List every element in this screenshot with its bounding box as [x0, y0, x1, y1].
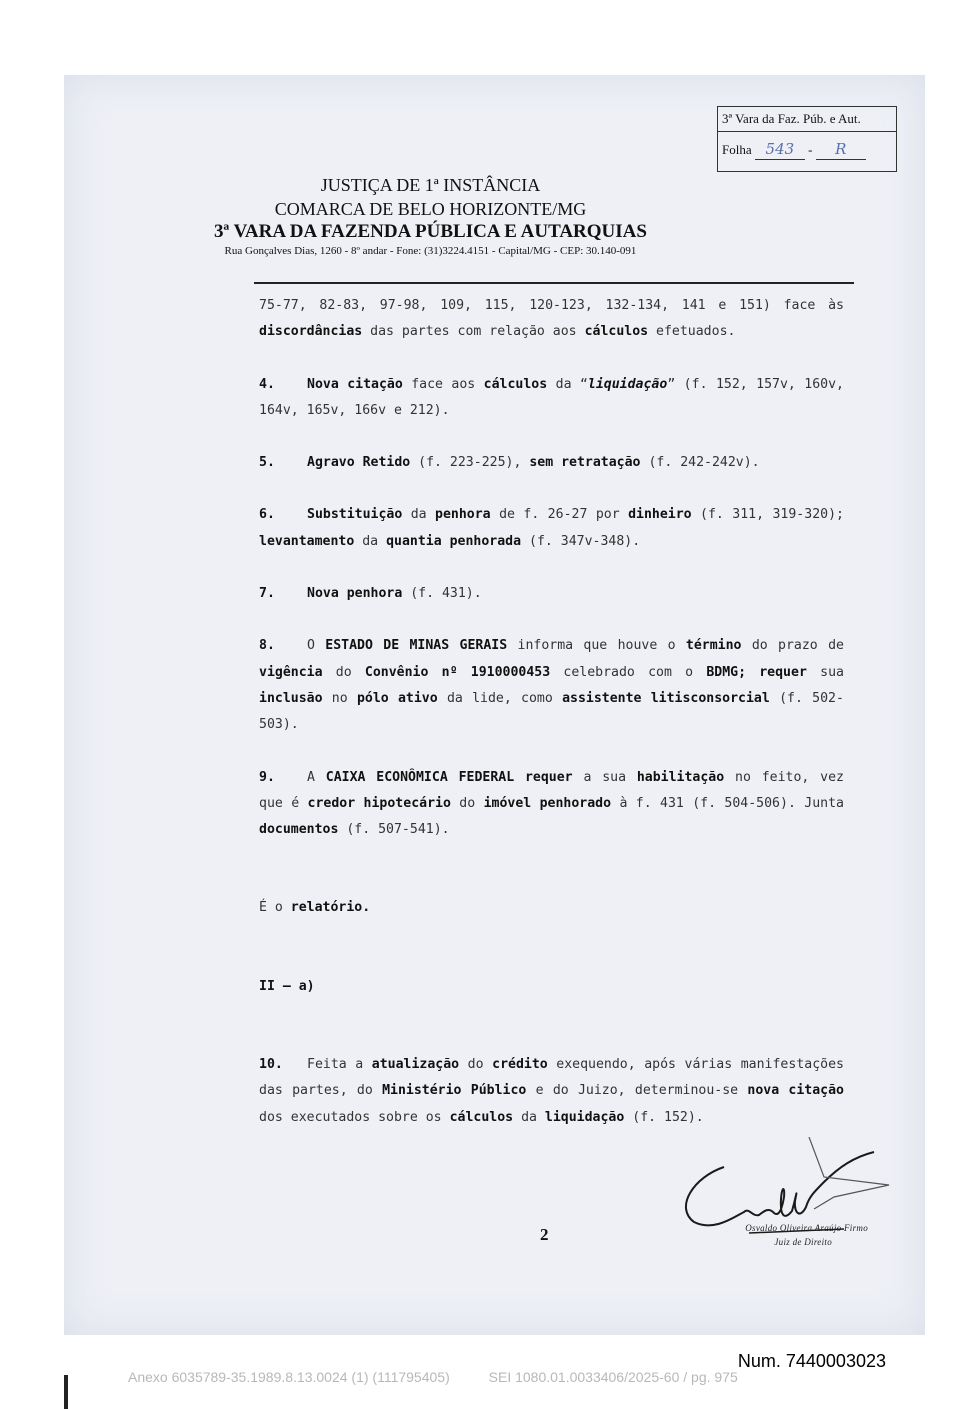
text-bold: crédito	[492, 1057, 548, 1073]
judge-title: Juiz de Direito	[774, 1237, 832, 1247]
header-address: Rua Gonçalves Dias, 1260 - 8º andar - Fone: (31)3224.4151 - Capital/MG - CEP: 30.140-091	[224, 245, 637, 257]
text-span: do	[467, 1057, 484, 1073]
footer-reference: Anexo 6035789-35.1989.8.13.0024 (1) (111795405) SEI 1080.01.0033406/2025-60 / pg. 975	[128, 1369, 738, 1385]
text-span: face aos	[411, 376, 476, 392]
scan-edge-mark	[64, 1375, 68, 1409]
text-span: 75-77, 82-83, 97-98, 109, 115, 120-123, 132-134, 141 e 151) face às	[259, 298, 844, 313]
text-bold: nova citação	[747, 1083, 844, 1099]
relatorio-line	[259, 895, 844, 921]
text-bold: liquidação	[544, 1109, 625, 1125]
text-span: (f. 311, 319-320);	[700, 507, 844, 523]
paragraph-number: 8.	[259, 638, 275, 654]
judge-name: Osvaldo Oliveira Araújo Firmo	[745, 1223, 868, 1233]
text-bold: discordâncias	[259, 324, 363, 340]
document-number: Num. 7440003023	[737, 1351, 886, 1371]
text-span: efetuados.	[656, 324, 736, 340]
paragraph-10	[259, 1052, 844, 1131]
text-span: (f. 223-225),	[418, 455, 522, 471]
text-bold: dinheiro	[628, 507, 692, 523]
section-label: II – a)	[259, 978, 315, 994]
text-span: celebrado com o	[563, 664, 694, 680]
text-span: É o	[259, 900, 283, 916]
scanned-page	[64, 75, 925, 1335]
text-span: sua	[820, 664, 844, 680]
text-span: (f. 347v-348).	[529, 533, 641, 549]
text-span: a sua	[583, 769, 627, 785]
folha-dash: -	[808, 142, 813, 157]
text-span: das partes com relação aos	[370, 324, 577, 340]
text-bold: CAIXA ECONÔMICA FEDERAL requer	[325, 769, 573, 785]
text-span: no feito, vez que é	[259, 769, 844, 811]
text-bold: penhora	[435, 507, 491, 523]
folha-row	[718, 132, 896, 168]
section-heading	[259, 974, 844, 1000]
text-bold-italic: liquidação	[587, 376, 668, 392]
text-bold: Nova citação	[307, 376, 403, 392]
paragraph-8	[259, 633, 844, 738]
text-bold: Substituição	[307, 507, 403, 523]
text-span: informa que houve o	[517, 638, 676, 654]
text-span: dos executados sobre os	[259, 1109, 442, 1125]
paragraph-number: 9.	[259, 769, 275, 785]
paragraph-4	[259, 372, 844, 425]
text-span: O	[307, 638, 315, 654]
header-vara: 3ª VARA DA FAZENDA PÚBLICA E AUTARQUIAS	[214, 221, 647, 242]
paragraph-number: 7.	[259, 586, 275, 602]
text-bold: assistente litisconsorcial	[562, 690, 770, 706]
text-bold: quantia penhorada	[386, 533, 522, 549]
paragraph-number: 5.	[259, 455, 275, 471]
folha-number: 543	[765, 140, 795, 158]
text-bold: Convênio nº 1910000453	[364, 664, 551, 680]
text-span: à f. 431 (f. 504-506). Junta	[619, 795, 844, 811]
text-span: (f. 242-242v).	[648, 455, 760, 471]
text-bold: Agravo Retido	[307, 455, 411, 471]
text-bold: término	[685, 638, 742, 654]
document-body	[259, 293, 844, 1131]
text-span: (f. 502-503).	[259, 690, 844, 733]
text-bold: sem retratação	[529, 455, 641, 471]
text-span: da “	[555, 376, 588, 392]
text-span: de f. 26-27 por	[499, 507, 620, 523]
text-span: ” (f. 152, 157v, 160v, 164v, 165v, 166v e 212).	[259, 376, 844, 418]
text-span: da	[410, 507, 427, 523]
header-divider	[254, 282, 854, 284]
text-bold: levantamento	[259, 533, 355, 549]
paragraph-number: 10.	[259, 1057, 283, 1073]
paragraph-continuation	[259, 293, 844, 346]
text-span: da	[362, 533, 379, 549]
text-bold: BDMG; requer	[706, 664, 807, 680]
text-span: da	[521, 1109, 537, 1125]
text-bold: relatório.	[290, 900, 371, 916]
text-bold: documentos	[259, 822, 339, 838]
text-span: e do Juizo, determinou-se	[535, 1083, 739, 1099]
text-span: do	[335, 664, 352, 680]
text-bold: cálculos	[584, 324, 649, 340]
text-span: (f. 152).	[632, 1109, 704, 1125]
text-bold: inclusão	[259, 690, 323, 706]
folha-label: Folha	[722, 142, 752, 157]
paragraph-7	[259, 581, 844, 607]
text-bold: Nova penhora	[307, 586, 403, 602]
text-bold: atualização	[371, 1057, 460, 1073]
paragraph-5	[259, 450, 844, 476]
text-span: (f. 431).	[410, 586, 482, 602]
text-bold: Ministério Público	[382, 1083, 527, 1099]
judge-block	[668, 1221, 868, 1249]
paragraph-6	[259, 502, 844, 555]
text-span: (f. 507-541).	[346, 822, 450, 838]
paragraph-9	[259, 765, 844, 844]
vara-label: 3ª Vara da Faz. Púb. e Aut.	[718, 107, 896, 132]
text-bold: imóvel penhorado	[483, 795, 612, 811]
page-number: 2	[540, 1225, 549, 1244]
text-span: da lide, como	[446, 690, 553, 706]
text-span: exequendo, após várias manifestações das partes, do	[259, 1057, 844, 1099]
folha-stamp-box	[717, 106, 897, 172]
text-bold: credor hipotecário	[307, 795, 451, 811]
header-court: JUSTIÇA DE 1ª INSTÂNCIA	[320, 175, 541, 195]
header-comarca: COMARCA DE BELO HORIZONTE/MG	[274, 199, 587, 219]
text-bold: cálculos	[483, 376, 548, 392]
text-span: do prazo de	[751, 638, 844, 654]
paragraph-number: 6.	[259, 507, 275, 523]
text-bold: pólo ativo	[356, 690, 438, 706]
folha-rubrica: R	[835, 140, 847, 158]
paragraph-number: 4.	[259, 376, 275, 392]
text-bold: habilitação	[636, 769, 725, 785]
text-span: Feita a	[307, 1057, 364, 1073]
text-span: no	[331, 690, 348, 706]
text-bold: cálculos	[449, 1109, 514, 1125]
text-bold: ESTADO DE MINAS GERAIS	[325, 638, 508, 654]
text-span: A	[307, 769, 315, 785]
text-bold: vigência	[259, 664, 323, 680]
text-span: do	[459, 795, 476, 811]
